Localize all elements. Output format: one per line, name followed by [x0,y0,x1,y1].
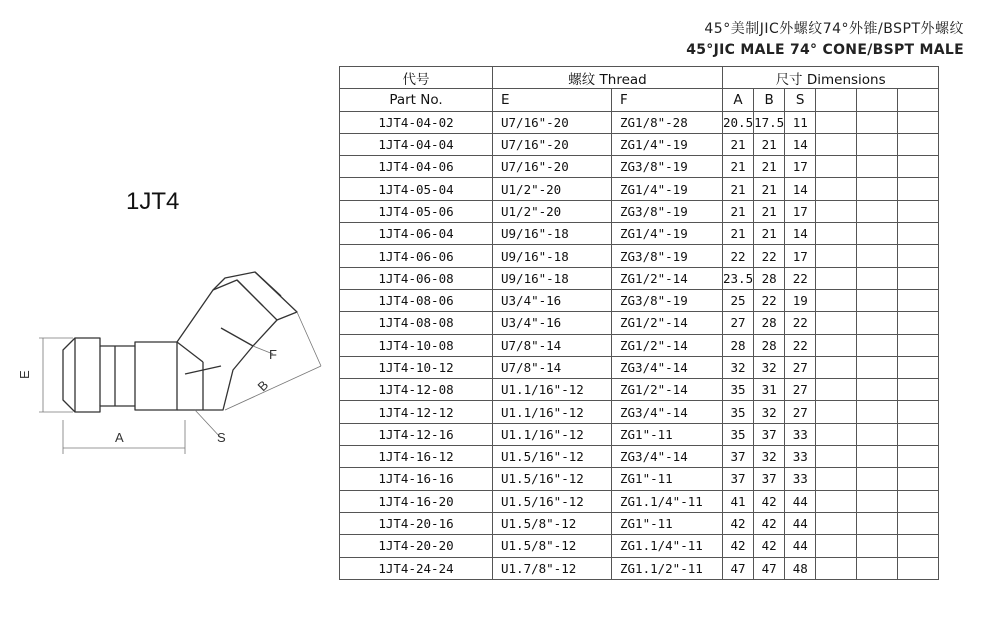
cell-blank [857,334,898,356]
cell-blank [898,111,939,133]
table-row [340,178,939,200]
cell-thread-e: U7/16"-20 [493,156,612,178]
cell-blank [857,379,898,401]
cell-dim-a: 23.5 [723,267,754,289]
header-f: F [612,89,723,111]
cell-dim-a: 35 [723,401,754,423]
cell-blank [857,289,898,311]
cell-dim-s: 14 [785,223,816,245]
cell-part-no: 1JT4-10-12 [340,356,493,378]
cell-blank [898,356,939,378]
cell-thread-f: ZG1"-11 [612,512,723,534]
header-b: B [754,89,785,111]
cell-thread-e: U1.1/16"-12 [493,401,612,423]
header-e: E [493,89,612,111]
cell-dim-b: 21 [754,156,785,178]
cell-thread-e: U7/8"-14 [493,356,612,378]
cell-blank [857,156,898,178]
title-english: 45°JIC MALE 74° CONE/BSPT MALE [686,42,964,58]
cell-dim-b: 37 [754,423,785,445]
cell-blank [816,334,857,356]
cell-dim-b: 32 [754,446,785,468]
cell-blank [898,156,939,178]
cell-thread-e: U1.5/8"-12 [493,535,612,557]
cell-blank [898,557,939,579]
cell-dim-a: 21 [723,156,754,178]
cell-blank [816,512,857,534]
cell-thread-f: ZG3/4"-14 [612,446,723,468]
table-row [340,267,939,289]
cell-dim-a: 21 [723,133,754,155]
cell-blank [898,535,939,557]
cell-thread-e: U1.7/8"-12 [493,557,612,579]
cell-blank [816,446,857,468]
cell-dim-a: 27 [723,312,754,334]
cell-thread-e: U1.5/16"-12 [493,468,612,490]
cell-blank [816,178,857,200]
cell-blank [898,245,939,267]
cell-dim-s: 17 [785,245,816,267]
cell-thread-f: ZG3/4"-14 [612,356,723,378]
cell-dim-s: 27 [785,401,816,423]
dim-s-label: S [217,430,226,445]
cell-part-no: 1JT4-12-08 [340,379,493,401]
cell-dim-s: 14 [785,178,816,200]
cell-dim-a: 42 [723,535,754,557]
cell-dim-b: 32 [754,356,785,378]
table-row [340,446,939,468]
cell-dim-a: 42 [723,512,754,534]
cell-thread-f: ZG1/2"-14 [612,334,723,356]
cell-dim-a: 37 [723,446,754,468]
cell-blank [898,133,939,155]
cell-thread-f: ZG1"-11 [612,423,723,445]
cell-blank [857,200,898,222]
table-row [340,423,939,445]
cell-blank [857,401,898,423]
dim-e-label: E [17,370,32,379]
cell-thread-e: U7/16"-20 [493,111,612,133]
cell-thread-e: U3/4"-16 [493,312,612,334]
cell-dim-s: 33 [785,423,816,445]
cell-thread-f: ZG3/8"-19 [612,289,723,311]
cell-blank [816,223,857,245]
cell-thread-e: U1/2"-20 [493,200,612,222]
cell-blank [857,223,898,245]
title-chinese: 45°美制JIC外螺纹74°外锥/BSPT外螺纹 [704,21,964,37]
table-row [340,223,939,245]
header-thread: 螺纹 Thread [493,67,723,89]
table-row [340,535,939,557]
cell-dim-a: 35 [723,379,754,401]
bspt-end [213,272,297,320]
table-row [340,133,939,155]
header-blank-3 [898,89,939,111]
cell-dim-a: 37 [723,468,754,490]
cell-thread-f: ZG1/4"-19 [612,223,723,245]
table-row [340,156,939,178]
dim-a-label: A [115,430,124,445]
cell-part-no: 1JT4-24-24 [340,557,493,579]
cell-dim-b: 17.5 [754,111,785,133]
table-row [340,200,939,222]
table-row [340,334,939,356]
cell-dim-b: 31 [754,379,785,401]
cell-blank [857,111,898,133]
cell-dim-s: 27 [785,356,816,378]
cell-dim-s: 22 [785,312,816,334]
table-row [340,512,939,534]
cell-thread-e: U7/8"-14 [493,334,612,356]
cell-blank [898,267,939,289]
cell-dim-s: 22 [785,334,816,356]
cell-blank [816,111,857,133]
cell-blank [898,446,939,468]
cell-part-no: 1JT4-05-06 [340,200,493,222]
cell-blank [816,245,857,267]
cell-part-no: 1JT4-20-20 [340,535,493,557]
table-row [340,401,939,423]
cell-thread-f: ZG1.1/2"-11 [612,557,723,579]
cell-part-no: 1JT4-16-16 [340,468,493,490]
cell-part-no: 1JT4-12-12 [340,401,493,423]
cell-dim-a: 41 [723,490,754,512]
cell-part-no: 1JT4-08-08 [340,312,493,334]
cell-blank [857,267,898,289]
cell-thread-e: U9/16"-18 [493,245,612,267]
cell-blank [857,512,898,534]
cell-dim-s: 17 [785,156,816,178]
cell-blank [898,334,939,356]
cell-blank [816,468,857,490]
cell-dim-s: 44 [785,490,816,512]
cell-part-no: 1JT4-10-08 [340,334,493,356]
cell-blank [816,133,857,155]
cell-dim-s: 44 [785,512,816,534]
cell-part-no: 1JT4-04-04 [340,133,493,155]
cell-blank [816,423,857,445]
cell-dim-a: 35 [723,423,754,445]
cell-blank [816,557,857,579]
cell-blank [857,557,898,579]
cell-blank [857,178,898,200]
cell-dim-a: 21 [723,200,754,222]
cell-thread-f: ZG1.1/4"-11 [612,535,723,557]
cell-blank [857,535,898,557]
cell-dim-s: 14 [785,133,816,155]
cell-dim-b: 32 [754,401,785,423]
cell-dim-b: 28 [754,334,785,356]
cell-dim-b: 42 [754,535,785,557]
cell-thread-e: U9/16"-18 [493,223,612,245]
cell-part-no: 1JT4-05-04 [340,178,493,200]
cell-blank [898,178,939,200]
cell-dim-a: 25 [723,289,754,311]
cell-blank [898,468,939,490]
table-row [340,111,939,133]
cell-blank [898,379,939,401]
cell-blank [816,289,857,311]
header-s: S [785,89,816,111]
cell-thread-f: ZG1/2"-14 [612,312,723,334]
cell-thread-f: ZG3/4"-14 [612,401,723,423]
cell-thread-f: ZG1/2"-14 [612,379,723,401]
table-row [340,356,939,378]
cell-part-no: 1JT4-04-02 [340,111,493,133]
cell-dim-b: 21 [754,223,785,245]
cell-dim-b: 42 [754,490,785,512]
cell-dim-s: 33 [785,468,816,490]
table-row [340,468,939,490]
header-part-no: Part No. [340,89,493,111]
cell-blank [816,379,857,401]
cell-blank [857,446,898,468]
dimension-table [339,66,939,580]
cell-blank [816,401,857,423]
cell-dim-s: 27 [785,379,816,401]
cell-thread-e: U1.5/8"-12 [493,512,612,534]
cell-thread-f: ZG3/8"-19 [612,200,723,222]
model-code: 1JT4 [126,188,180,215]
cell-thread-f: ZG1/2"-14 [612,267,723,289]
cell-blank [898,312,939,334]
header-code-cn: 代号 [340,67,493,89]
cell-dim-s: 33 [785,446,816,468]
cell-blank [898,200,939,222]
cell-dim-b: 21 [754,133,785,155]
table-row [340,312,939,334]
cell-thread-f: ZG1.1/4"-11 [612,490,723,512]
cell-blank [857,245,898,267]
table-header-row-2 [340,89,939,111]
cell-thread-f: ZG1/4"-19 [612,178,723,200]
cell-thread-e: U1.1/16"-12 [493,379,612,401]
cell-part-no: 1JT4-06-06 [340,245,493,267]
cell-blank [898,289,939,311]
cell-blank [857,356,898,378]
cell-dim-s: 19 [785,289,816,311]
cell-dim-a: 21 [723,178,754,200]
table-row [340,490,939,512]
cell-part-no: 1JT4-16-12 [340,446,493,468]
cell-thread-f: ZG3/8"-19 [612,245,723,267]
cell-dim-b: 21 [754,178,785,200]
cell-blank [816,356,857,378]
cell-thread-f: ZG1/4"-19 [612,133,723,155]
cell-dim-b: 28 [754,267,785,289]
fitting-drawing [15,262,335,462]
cell-dim-a: 47 [723,557,754,579]
cell-dim-b: 22 [754,289,785,311]
header-blank-1 [816,89,857,111]
cell-dim-a: 21 [723,223,754,245]
cell-blank [816,200,857,222]
cell-dim-s: 48 [785,557,816,579]
cell-blank [816,490,857,512]
header-a: A [723,89,754,111]
cell-part-no: 1JT4-16-20 [340,490,493,512]
jic-end [63,338,177,412]
cell-blank [816,535,857,557]
header-dimensions: 尺寸 Dimensions [723,67,939,89]
cell-blank [857,490,898,512]
table-header-row-1 [340,67,939,89]
cell-blank [857,423,898,445]
cell-dim-s: 11 [785,111,816,133]
cell-thread-e: U9/16"-18 [493,267,612,289]
cell-dim-b: 21 [754,200,785,222]
cell-blank [898,490,939,512]
cell-dim-s: 22 [785,267,816,289]
cell-thread-e: U1.5/16"-12 [493,490,612,512]
cell-thread-e: U1.1/16"-12 [493,423,612,445]
cell-blank [898,401,939,423]
cell-dim-b: 47 [754,557,785,579]
table-row [340,557,939,579]
cell-blank [816,156,857,178]
cell-blank [857,133,898,155]
table-row [340,289,939,311]
cell-blank [816,267,857,289]
cell-dim-b: 28 [754,312,785,334]
header-blank-2 [857,89,898,111]
cell-thread-f: ZG1/8"-28 [612,111,723,133]
cell-blank [898,223,939,245]
cell-thread-e: U7/16"-20 [493,133,612,155]
cell-dim-s: 44 [785,535,816,557]
cell-part-no: 1JT4-12-16 [340,423,493,445]
cell-blank [857,468,898,490]
cell-part-no: 1JT4-04-06 [340,156,493,178]
cell-part-no: 1JT4-20-16 [340,512,493,534]
cell-part-no: 1JT4-06-04 [340,223,493,245]
cell-blank [816,312,857,334]
cell-blank [857,312,898,334]
cell-thread-e: U3/4"-16 [493,289,612,311]
cell-thread-f: ZG3/8"-19 [612,156,723,178]
table-row [340,379,939,401]
cell-dim-a: 28 [723,334,754,356]
dim-f-label: F [269,347,277,362]
cell-dim-s: 17 [785,200,816,222]
cell-dim-a: 22 [723,245,754,267]
cell-blank [898,423,939,445]
table-row [340,245,939,267]
cell-dim-a: 20.5 [723,111,754,133]
cell-dim-a: 32 [723,356,754,378]
cell-dim-b: 37 [754,468,785,490]
cell-dim-b: 42 [754,512,785,534]
dim-b-label: B [254,377,272,395]
cell-thread-e: U1.5/16"-12 [493,446,612,468]
cell-thread-e: U1/2"-20 [493,178,612,200]
cell-dim-b: 22 [754,245,785,267]
cell-part-no: 1JT4-06-08 [340,267,493,289]
cell-part-no: 1JT4-08-06 [340,289,493,311]
cell-blank [898,512,939,534]
cell-thread-f: ZG1"-11 [612,468,723,490]
